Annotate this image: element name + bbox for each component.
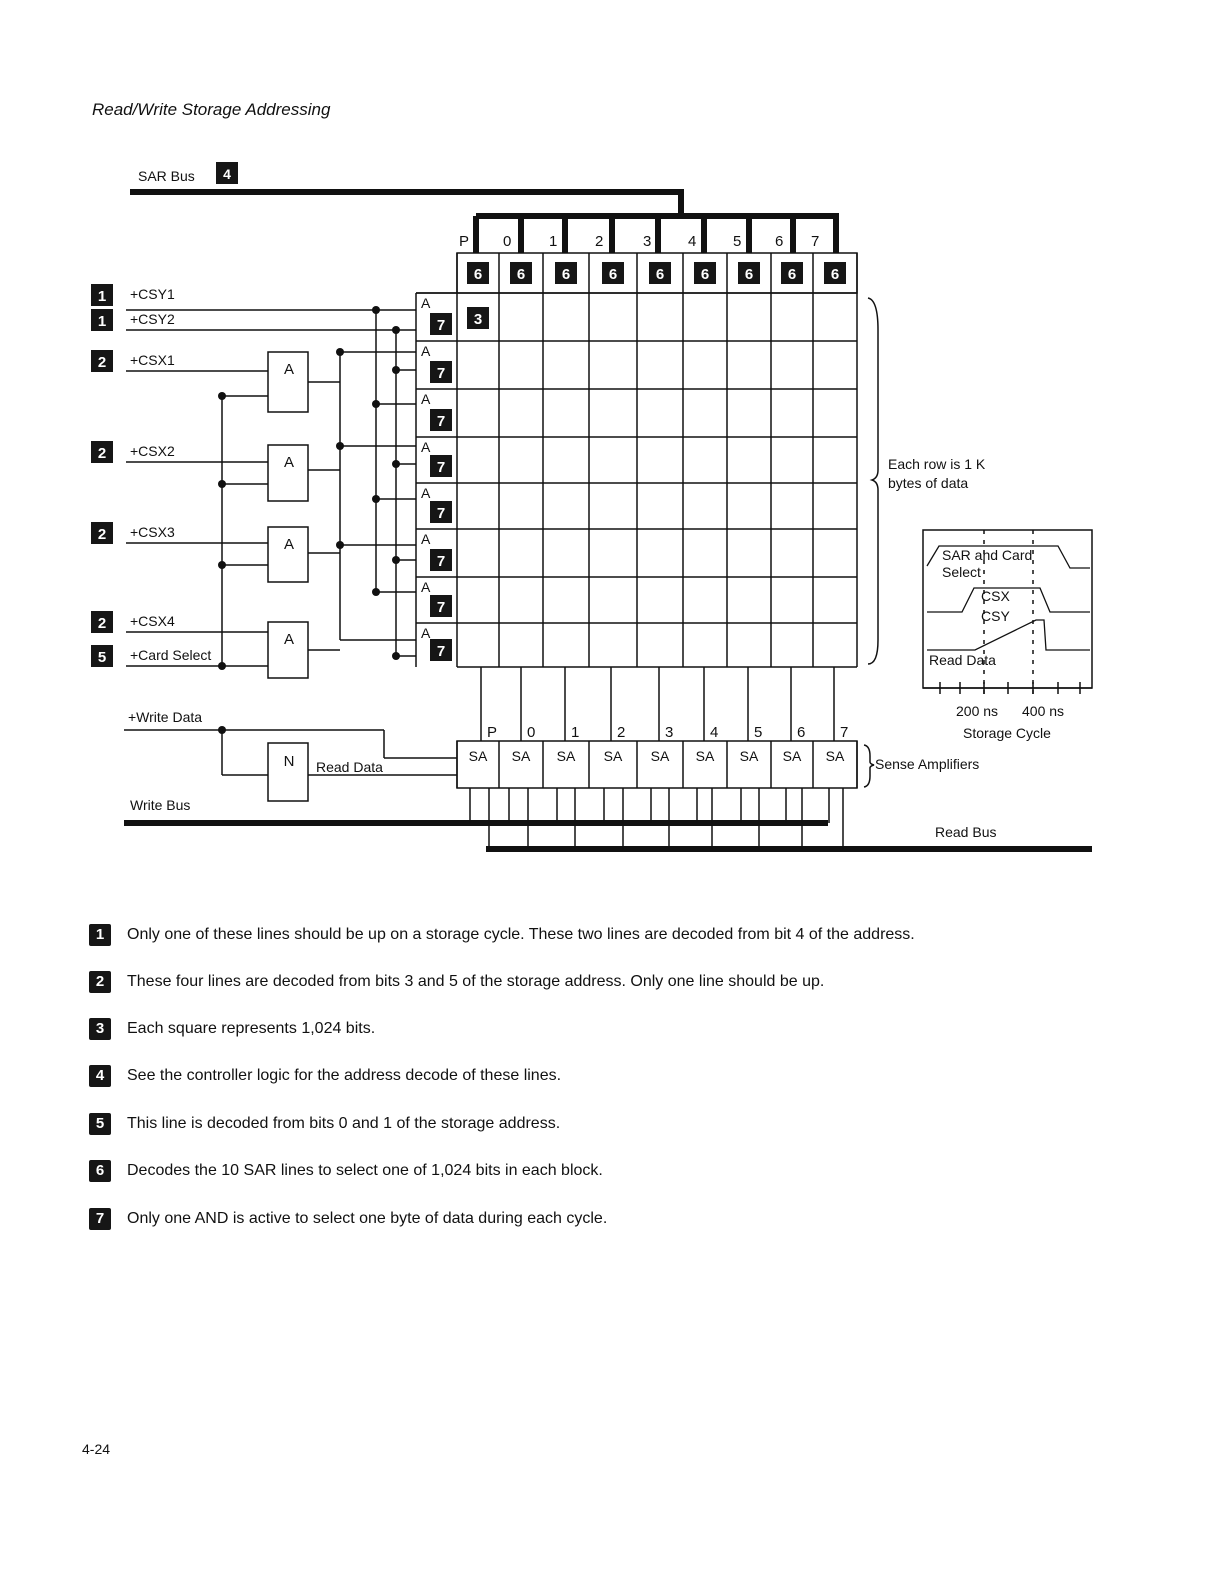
note-callout: 7	[89, 1208, 111, 1230]
row-note-line2: bytes of data	[888, 475, 969, 491]
and-gate-label: A	[283, 631, 295, 648]
and-gate-label: A	[283, 536, 295, 553]
sa-bit-label: 2	[617, 724, 626, 741]
decoder-callout: 6	[787, 266, 797, 283]
bit-column-label: 3	[643, 233, 652, 250]
sense-amplifiers-label: Sense Amplifiers	[875, 756, 980, 772]
note-text: See the controller logic for the address decode of these lines.	[127, 1067, 562, 1084]
note-text: Each square represents 1,024 bits.	[127, 1020, 376, 1037]
timing-tick-200: 200 ns	[956, 703, 999, 719]
input-callout: 5	[97, 649, 107, 666]
and-row-label: A	[421, 579, 431, 595]
note-item	[89, 924, 915, 946]
note-callout: 6	[89, 1160, 111, 1182]
note-callout: 1	[89, 924, 111, 946]
and-row-callout: 7	[436, 643, 446, 660]
input-label: +CSY2	[130, 311, 175, 327]
sense-amp-label: SA	[695, 748, 715, 764]
and-row-label: A	[421, 391, 431, 407]
cell-callout: 3	[473, 311, 483, 328]
sa-bit-label: 1	[571, 724, 580, 741]
and-row-callout: 7	[436, 413, 446, 430]
note-text: Decodes the 10 SAR lines to select one of 1,024 bits in each block.	[127, 1162, 603, 1179]
sa-bit-label: 5	[754, 724, 763, 741]
note-text: Only one of these lines should be up on a storage cycle. These two lines are decoded from bit 4 of the address.	[127, 926, 915, 943]
and-row-label: A	[421, 625, 431, 641]
and-row-callout: 7	[436, 553, 446, 570]
junction-dot	[372, 306, 380, 314]
and-row-label: A	[421, 343, 431, 359]
junction-dot	[392, 652, 400, 660]
input-label: +CSX2	[130, 443, 175, 459]
input-callout: 1	[97, 313, 107, 330]
sense-amp-label: SA	[825, 748, 845, 764]
note-callout: 3	[89, 1018, 111, 1040]
note-callout: 2	[89, 971, 111, 993]
decoder-callout: 6	[561, 266, 571, 283]
page-number: 4-24	[82, 1441, 111, 1457]
sar-bus-callout: 4	[223, 166, 231, 182]
junction-dot	[218, 561, 226, 569]
bit-column-label: 7	[811, 233, 820, 250]
input-label: +CSX4	[130, 613, 175, 629]
junction-dot	[392, 460, 400, 468]
input-label: +CSY1	[130, 286, 175, 302]
note-item	[89, 1160, 603, 1182]
sa-bit-label: 4	[710, 724, 719, 741]
timing-caption: Storage Cycle	[963, 725, 1051, 741]
and-row-label: A	[421, 485, 431, 501]
bit-column-label: 5	[733, 233, 742, 250]
note-callout: 5	[89, 1113, 111, 1135]
note-callout: 4	[89, 1065, 111, 1087]
junction-dot	[372, 495, 380, 503]
junction-dot	[372, 400, 380, 408]
sa-bit-label: 0	[527, 724, 536, 741]
sa-bit-label: 7	[840, 724, 849, 741]
note-item	[89, 1113, 560, 1135]
input-callout: 2	[97, 615, 107, 632]
wire	[130, 192, 681, 216]
read-data-label: Read Data	[316, 759, 383, 775]
junction-dot	[218, 480, 226, 488]
sense-amp-label: SA	[603, 748, 623, 764]
page-title: Read/Write Storage Addressing	[92, 100, 331, 119]
and-row-callout: 7	[436, 365, 446, 382]
junction-dot	[392, 326, 400, 334]
sense-amp-label: SA	[511, 748, 531, 764]
timing-sar-label-2: Select	[942, 564, 981, 580]
write-data-label: +Write Data	[128, 709, 203, 725]
and-row-callout: 7	[436, 505, 446, 522]
read-bus-label: Read Bus	[935, 824, 997, 840]
decoder-callout: 6	[830, 266, 840, 283]
bit-column-label: 4	[688, 233, 697, 250]
sa-bit-label: 3	[665, 724, 674, 741]
not-gate	[268, 743, 308, 801]
sa-bit-label: 6	[797, 724, 806, 741]
bit-column-label: 0	[503, 233, 512, 250]
note-item	[89, 1208, 607, 1230]
note-item	[89, 1018, 375, 1040]
decoder-callout: 6	[473, 266, 483, 283]
timing-sar-label-1: SAR and Card	[942, 547, 1033, 563]
sense-amp-label: SA	[556, 748, 576, 764]
junction-dot	[392, 556, 400, 564]
junction-dot	[218, 392, 226, 400]
decoder-callout: 6	[700, 266, 710, 283]
sar-bus-label: SAR Bus	[138, 168, 195, 184]
input-callout: 2	[97, 526, 107, 543]
timing-tick-400: 400 ns	[1022, 703, 1065, 719]
sense-amp-label: SA	[782, 748, 802, 764]
decoder-callout: 6	[655, 266, 665, 283]
sense-amp-label: SA	[650, 748, 670, 764]
and-row-callout: 7	[436, 317, 446, 334]
bit-column-label: P	[459, 233, 470, 250]
and-gate-label: A	[283, 361, 295, 378]
sa-bit-label: P	[487, 724, 498, 741]
decoder-callout: 6	[608, 266, 618, 283]
and-row-callout: 7	[436, 459, 446, 476]
and-gate-label: A	[283, 454, 295, 471]
input-callout: 1	[97, 288, 107, 305]
input-label: +Card Select	[130, 647, 212, 663]
input-callout: 2	[97, 354, 107, 371]
sense-amp-label: SA	[739, 748, 759, 764]
note-item	[89, 971, 824, 993]
junction-dot	[218, 662, 226, 670]
decoder-callout: 6	[516, 266, 526, 283]
sense-amp-label: SA	[468, 748, 488, 764]
timing-csy-label: CSY	[981, 608, 1010, 624]
note-text: Only one AND is active to select one byte of data during each cycle.	[127, 1210, 608, 1227]
and-row-callout: 7	[436, 599, 446, 616]
bit-column-label: 6	[775, 233, 784, 250]
not-gate-label: N	[283, 753, 295, 770]
row-note-line1: Each row is 1 K	[888, 456, 986, 472]
input-label: +CSX3	[130, 524, 175, 540]
wire	[868, 298, 878, 664]
write-bus-label: Write Bus	[130, 797, 191, 813]
timing-read-data-label: Read Data	[929, 652, 996, 668]
note-item	[89, 1065, 561, 1087]
wire	[864, 745, 874, 787]
input-label: +CSX1	[130, 352, 175, 368]
and-row-label: A	[421, 295, 431, 311]
junction-dot	[372, 588, 380, 596]
decoder-callout: 6	[744, 266, 754, 283]
bit-column-label: 1	[549, 233, 558, 250]
note-text: These four lines are decoded from bits 3 and 5 of the storage address. Only one line should be up.	[127, 973, 825, 990]
wire	[927, 620, 1090, 650]
and-row-label: A	[421, 531, 431, 547]
bit-column-label: 2	[595, 233, 604, 250]
timing-csx-label: CSX	[981, 588, 1010, 604]
and-row-label: A	[421, 439, 431, 455]
note-text: This line is decoded from bits 0 and 1 of the storage address.	[127, 1115, 561, 1132]
junction-dot	[392, 366, 400, 374]
input-callout: 2	[97, 445, 107, 462]
